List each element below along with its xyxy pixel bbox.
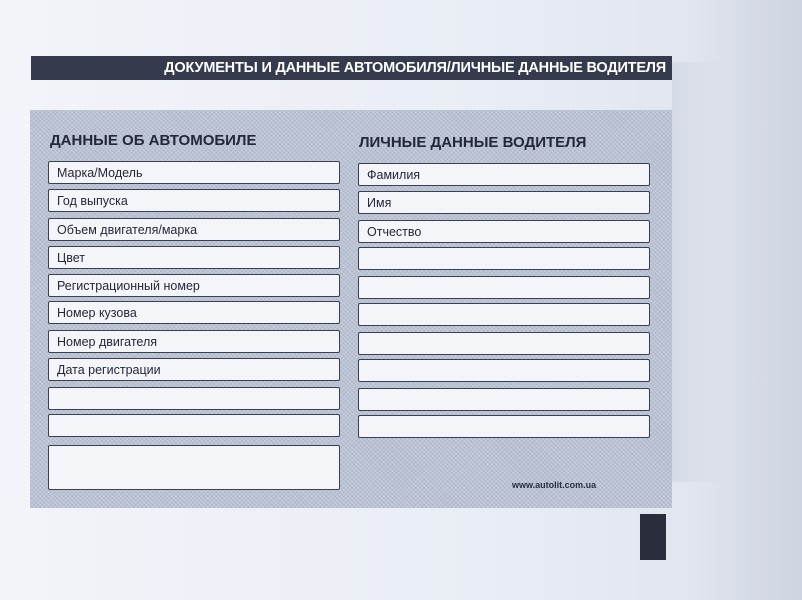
field-blank-2[interactable] [48, 414, 340, 437]
field-label: Марка/Модель [57, 165, 143, 180]
field-label: Фамилия [367, 167, 421, 182]
field-blank-6[interactable] [358, 388, 650, 411]
field-label: Номер двигателя [57, 334, 158, 349]
field-blank-2[interactable] [358, 276, 650, 299]
field-make-model[interactable] [48, 161, 340, 184]
field-patronymic[interactable] [358, 220, 650, 243]
field-blank-4[interactable] [358, 332, 650, 355]
next-page-edge [672, 62, 722, 482]
field-surname[interactable] [358, 163, 650, 186]
website-url: www.autolit.com.ua [512, 480, 597, 490]
field-blank-3[interactable] [48, 445, 340, 490]
field-label: Объем двигателя/марка [57, 222, 198, 237]
field-label: Регистрационный номер [57, 278, 200, 293]
field-body-number[interactable] [48, 301, 340, 324]
field-label: Цвет [57, 250, 86, 265]
field-year[interactable] [48, 189, 340, 212]
field-first-name[interactable] [358, 191, 650, 214]
vehicle-section-title: ДАННЫЕ ОБ АВТОМОБИЛЕ [50, 132, 257, 149]
header-bar [31, 56, 672, 80]
field-label: Год выпуска [57, 193, 128, 208]
field-blank-7[interactable] [358, 415, 650, 438]
field-blank-1[interactable] [358, 247, 650, 270]
field-color[interactable] [48, 246, 340, 269]
field-engine-volume[interactable] [48, 218, 340, 241]
driver-section-title: ЛИЧНЫЕ ДАННЫЕ ВОДИТЕЛЯ [359, 134, 587, 151]
header-title: ДОКУМЕНТЫ И ДАННЫЕ АВТОМОБИЛЯ/ЛИЧНЫЕ ДАННЫЕ ВОДИТЕЛЯ [164, 60, 666, 76]
field-label: Имя [367, 195, 392, 210]
field-registration-date[interactable] [48, 358, 340, 381]
field-label: Отчество [367, 224, 422, 239]
field-blank-5[interactable] [358, 359, 650, 382]
field-registration-number[interactable] [48, 274, 340, 297]
field-blank-1[interactable] [48, 387, 340, 410]
field-engine-number[interactable] [48, 330, 340, 353]
field-label: Дата регистрации [57, 362, 161, 377]
form-panel [30, 110, 672, 508]
field-label: Номер кузова [57, 305, 137, 320]
page-tab-marker [640, 514, 666, 560]
field-blank-3[interactable] [358, 303, 650, 326]
